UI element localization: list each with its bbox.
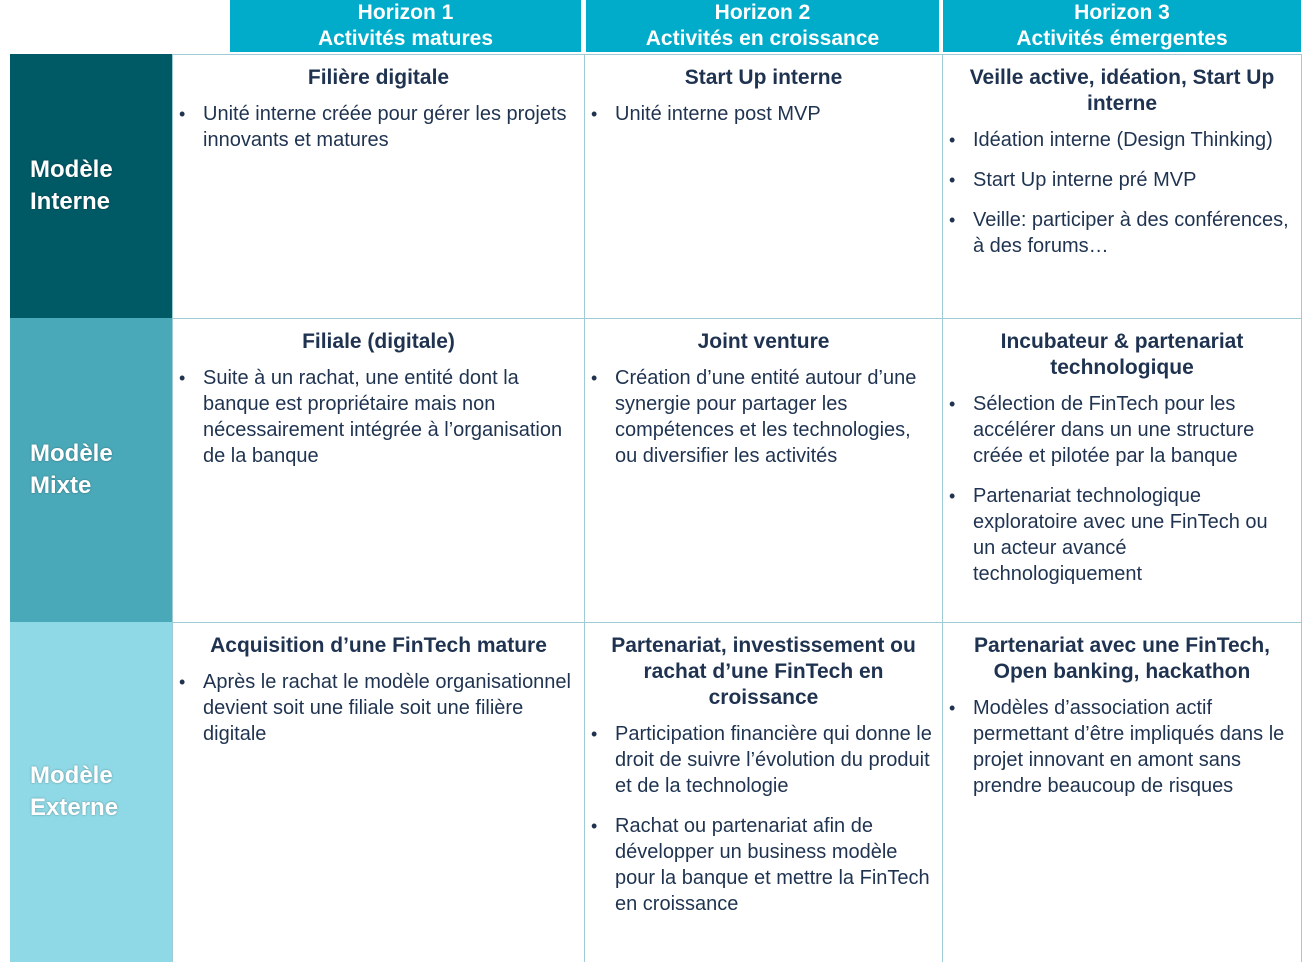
bullet-list	[173, 669, 576, 747]
cell-interne-horizon-2	[584, 54, 943, 319]
bullet-list	[173, 365, 576, 469]
bullet-item: • Unité interne créée pour gérer les projets innovants et matures	[173, 101, 576, 153]
bullet-item: • Unité interne post MVP	[585, 101, 934, 127]
cell-externe-horizon-1	[172, 622, 585, 962]
bullet-item: • Participation financière qui donne le droit de suivre l’évolution du produit et de la technologie	[585, 721, 934, 799]
bullet-item: • Suite à un rachat, une entité dont la banque est propriétaire mais non nécessairement intégrée à l’organisation de la banque	[173, 365, 576, 469]
column-header-title: Horizon 1	[357, 1, 454, 24]
bullet-list	[943, 695, 1293, 799]
cell-title: Filiale (digitale)	[302, 330, 455, 353]
cell-mixte-horizon-2	[584, 318, 943, 623]
column-header-title: Horizon 3	[1074, 1, 1170, 24]
cell-mixte-horizon-1	[172, 318, 585, 623]
cell-interne-horizon-3	[942, 54, 1302, 319]
cell-externe-horizon-2	[584, 622, 943, 962]
cell-title: Partenariat avec une FinTech, Open banking, hackathon	[973, 634, 1271, 683]
cell-title: Incubateur & partenariat technologique	[1000, 330, 1244, 379]
bullet-list	[585, 721, 934, 917]
cell-externe-horizon-3	[942, 622, 1302, 962]
column-header-subtitle: Activités en croissance	[645, 27, 880, 50]
row-label-line1: Modèle	[30, 156, 113, 183]
row-label-modele-externe	[10, 622, 172, 962]
cell-mixte-horizon-3	[942, 318, 1302, 623]
bullet-item: • Partenariat technologique exploratoire avec une FinTech ou un acteur avancé technologiquement	[943, 483, 1293, 587]
row-label-modele-interne	[10, 54, 172, 318]
cell-title: Filière digitale	[307, 66, 450, 89]
bullet-item: • Création d’une entité autour d’une synergie pour partager les compétences et les technologies, ou diversifier les activités	[585, 365, 934, 469]
row-label-line2: Interne	[30, 188, 111, 215]
bullet-item: • Idéation interne (Design Thinking)	[943, 127, 1293, 153]
bullet-list	[585, 101, 934, 127]
cell-title: Veille active, idéation, Start Up interne	[969, 66, 1275, 115]
cell-title: Joint venture	[697, 330, 830, 353]
row-label-line2: Mixte	[30, 472, 92, 499]
bullet-item: • Sélection de FinTech pour les accélérer dans un une structure créée et pilotée par la banque	[943, 391, 1293, 469]
cell-title: Acquisition d’une FinTech mature	[210, 634, 547, 657]
column-header-title: Horizon 2	[714, 1, 811, 24]
bullet-list	[585, 365, 934, 469]
bullet-item: • Modèles d’association actif permettant d’être impliqués dans le projet innovant en amont sans prendre beaucoup de risques	[943, 695, 1293, 799]
bullet-item: • Après le rachat le modèle organisationnel devient soit une filiale soit une filière digitale	[173, 669, 576, 747]
row-label-line2: Externe	[30, 794, 119, 821]
column-header-subtitle: Activités émergentes	[1016, 27, 1228, 50]
column-header-horizon-2	[586, 0, 939, 52]
bullet-item: • Start Up interne pré MVP	[943, 167, 1293, 193]
bullet-item: • Veille: participer à des conférences, à des forums…	[943, 207, 1293, 259]
cell-interne-horizon-1	[172, 54, 585, 319]
bullet-list	[943, 391, 1293, 587]
bullet-item: • Rachat ou partenariat afin de développer un business modèle pour la banque et mettre la FinTech en croissance	[585, 813, 934, 917]
bullet-list	[173, 101, 576, 153]
column-header-horizon-1	[230, 0, 581, 52]
row-label-line1: Modèle	[30, 440, 113, 467]
row-label-line1: Modèle	[30, 762, 113, 789]
column-header-subtitle: Activités matures	[317, 27, 494, 50]
row-label-modele-mixte	[10, 318, 172, 622]
cell-title: Partenariat, investissement ou rachat d’une FinTech en croissance	[611, 634, 916, 709]
cell-title: Start Up interne	[684, 66, 843, 89]
column-header-horizon-3	[943, 0, 1301, 52]
bullet-list	[943, 127, 1293, 259]
